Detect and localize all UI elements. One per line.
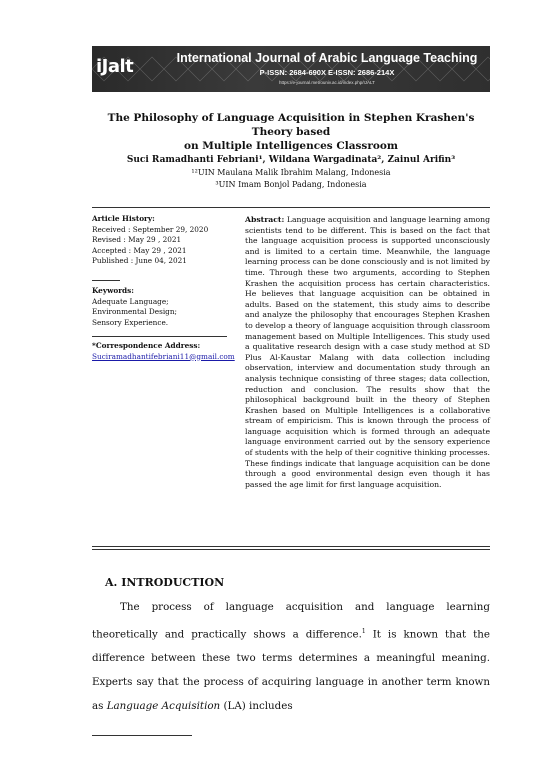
history-label: Article History: (92, 214, 155, 223)
correspondence-divider (92, 336, 227, 337)
introduction-body (92, 596, 490, 718)
intro-text-b: It is known that the difference between these two terms determines a meaningful meaning. Experts say that the process of acquiring language in another term known as (92, 628, 490, 712)
paper-title-line1: The Philosophy of Language Acquisition in Stephen Krashen's Theory based (107, 112, 475, 138)
keyword-2: Environmental Design; (92, 307, 178, 316)
journal-issn: P-ISSN: 2684-690X E-ISSN: 2686-214X (259, 68, 395, 77)
affiliation-1: ¹²UIN Maulana Malik Ibrahim Malang, Indonesia (191, 168, 391, 177)
footnote-divider (92, 735, 192, 736)
journal-logo: iJalt (96, 56, 134, 77)
footnote-ref-1[interactable]: 1 (361, 627, 366, 635)
keyword-1: Adequate Language; (92, 296, 169, 306)
keywords-label: Keywords: (92, 286, 134, 295)
correspondence-email-link[interactable]: Suciramadhantifebriani11@gmail.com (92, 351, 235, 361)
intro-term-italic: Language Acquisition (106, 699, 221, 712)
paper-title (92, 111, 490, 153)
accepted-date: Accepted : May 29 , 2021 (92, 245, 187, 255)
paper-title-line2: on Multiple Intelligences Classroom (183, 140, 398, 152)
correspondence-label: *Correspondence Address: (92, 341, 201, 350)
journal-title: International Journal of Arabic Language Teaching (176, 51, 478, 65)
keywords-block (92, 286, 232, 328)
intro-text-c: (LA) includes (220, 699, 293, 712)
affiliation-2: ³UIN Imam Bonjol Padang, Indonesia (215, 180, 367, 189)
published-date: Published : June 04, 2021 (92, 256, 187, 265)
section-heading-introduction: A. INTRODUCTION (105, 576, 225, 589)
abstract-bottom-divider-2 (92, 549, 490, 550)
paper-authors: Suci Ramadhanti Febriani¹, Wildana Wargadinata², Zainul Arifin³ (126, 155, 456, 165)
top-divider (92, 207, 490, 208)
revised-date: Revised : May 29 , 2021 (92, 235, 182, 244)
journal-url[interactable]: https://e-journal.metrouniv.ac.id/index.php/IJALT (279, 80, 375, 85)
keyword-3: Sensory Experience. (92, 317, 169, 327)
intro-paragraph (92, 596, 490, 718)
keywords-divider (92, 280, 120, 281)
received-date: Received : September 29, 2020 (92, 224, 209, 234)
correspondence-block (92, 341, 235, 362)
intro-text-a: The process of language acquisition and language learning theoretically and practically shows a difference. (92, 601, 490, 641)
abstract (245, 215, 490, 490)
abstract-text: Language acquisition and language learning among scientists tend to be different. This is based on the fact that the language acquisition process is supported unconsciously and is limited to a certain time. Meanwhile, the language learning process can be done consciously and is not limited by time. Through these two arguments, according to Stephen Krashen the acquisition process has certain characteristics. He believes that language acquisition can be obtained in adults. Based on the statement, this study aims to describe and analyze the philosophy that encourages Stephen Krashen to develop a theory of language acquisition through classroom management based on Multiple Intelligences. This study used a qualitative research design with a case study method at SD Plus Al-Kaustar Malang with data collection including observation, interview and documentation study through an analysis technique consisting of three stages; data collection, reduction and conclusion. The results show that the philosophical background built in the theory of Stephen Krashen based on Multiple Intelligences is a collaborative stream of empiricism. This is known through the process of language acquisition which is formed through an adequate language environment carried out by the sensory experience of students with the help of their cognitive thinking processes. These findings indicate that language acquisition can be done through a good environmental design even though it has passed the age limit for first language acquisition. (245, 215, 490, 489)
abstract-bottom-divider (92, 546, 490, 547)
journal-banner (92, 46, 490, 92)
abstract-label: Abstract: (245, 215, 285, 224)
article-history (92, 214, 232, 267)
